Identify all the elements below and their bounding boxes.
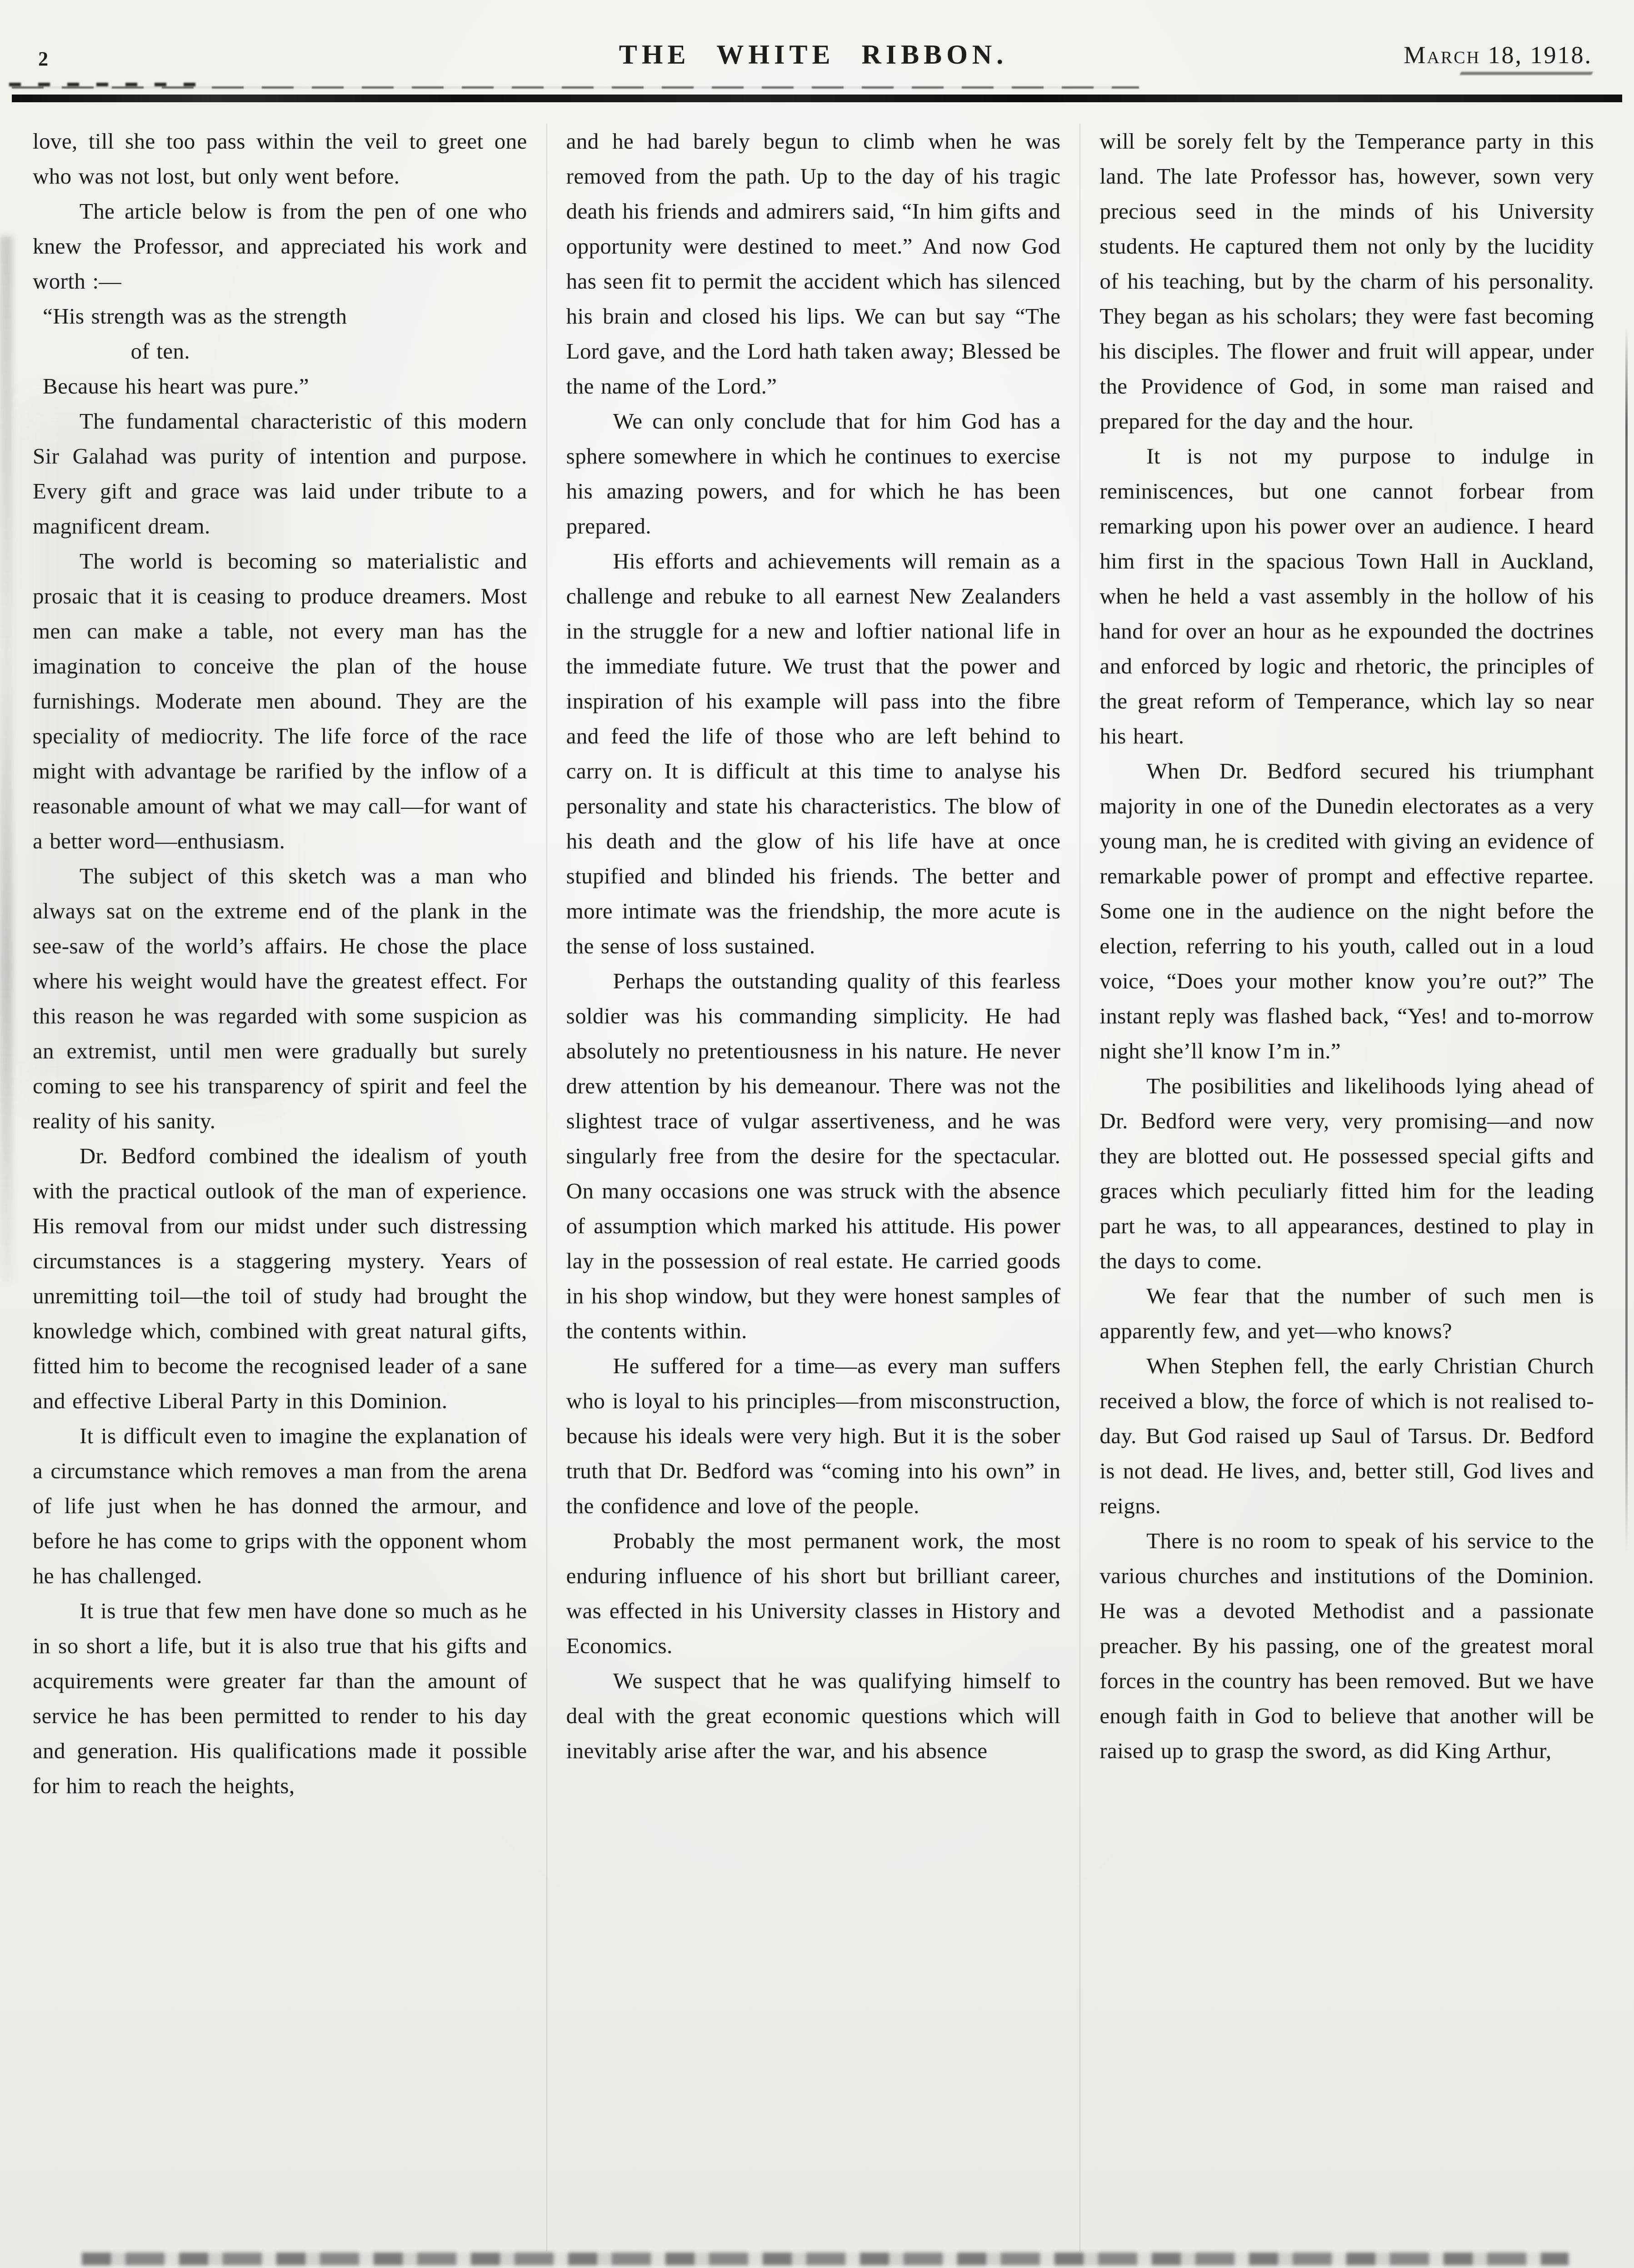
paragraph: Probably the most permanent work, the most enduring influence of his short but brilliant career, was effected in his University classes in History and Economics. (566, 1528, 1061, 1658)
paragraph: The subject of this sketch was a man who always sat on the extreme end of the plank in the see-saw of the world’s affairs. He chose the place where his weight would have the greatest effect. For this reason he was regarded with some suspicion as an extremist, until men were gradually but surely coming to see his transparency of spirit and feel the reality of his sanity. (33, 863, 527, 1133)
paragraph: Dr. Bedford combined the idealism of youth with the practical outlook of the man of experience. His removal from our midst under such distressing circumstances is a staggering mystery. Years of unremitting toil—the toil of study had brought the knowledge which, combined with great natural gifts, fitted him to become the recognised leader of a sane and effective Liberal Party in this Dominion. (33, 1143, 527, 1413)
verse-line: Because his heart was pure.” (43, 374, 309, 399)
paragraph: The posibilities and likelihoods lying ahead of Dr. Bedford were very, very promising—and now they are blotted out. He possessed special gifts and graces which peculiarly fitted him for the leading part he was, to all appearances, destined to play in the days to come. (1099, 1073, 1594, 1273)
paragraph: When Stephen fell, the early Christian Church received a blow, the force of which is not realised to-day. But God raised up Saul of Tarsus. Dr. Bedford is not dead. He lives, and, better still, God lives and reigns. (1099, 1353, 1594, 1518)
paragraph: It is difficult even to imagine the explanation of a circumstance which removes a man from the arena of life just when he has donned the armour, and before he has come to grips with the opponent whom he has challenged. (33, 1423, 527, 1588)
verse-line: “His strength was as the strength (43, 304, 347, 329)
header-rule (12, 95, 1622, 102)
masthead-title: THE WHITE RIBBON. (619, 40, 1008, 70)
paragraph: The world is becoming so materialistic and prosaic that it is ceasing to produce dreamers. Most men can make a table, not every man has the imagination to conceive the plan of the house furnishings. Moderate men abound. They are the speciality of mediocrity. The life force of the race might with advantage be rarified by the inflow of a reasonable amount of what we may call—for want of a better word—enthusiasm. (33, 548, 527, 853)
scan-artifact-bottom-text (82, 2253, 1569, 2265)
paragraph: The article below is from the pen of one who knew the Professor, and appreciated his work and worth :— (33, 199, 527, 294)
paragraph: We suspect that he was qualifying himself to deal with the great economic questions which will inevitably arise after the war, and his absence (566, 1668, 1061, 1763)
scan-artifact-left-edge (0, 236, 13, 1281)
issue-date: March 18, 1918. (1404, 41, 1592, 75)
paragraph: We can only conclude that for him God has a sphere somewhere in which he continues to exercise his amazing powers, and for which he has been prepared. (566, 409, 1061, 538)
scan-artifact-dots (9, 83, 200, 86)
verse-line: of ten. (130, 339, 190, 364)
paragraph: When Dr. Bedford secured his triumphant majority in one of the Dunedin electorates as a very young man, he is credited with giving an evidence of remarkable power of prompt and effective repartee. Some one in the audience on the night before the election, referring to his youth, called out in a loud voice, “Does your mother know you’re out?” The instant reply was flashed back, “Yes! and to-morrow night she’ll know I’m in.” (1099, 758, 1594, 1063)
page-number: 2 (38, 48, 48, 70)
paragraph: will be sorely felt by the Temperance party in this land. The late Professor has, however, sown very precious seed in the minds of his University students. He captured them not only by the lucidity of his teaching, but by the charm of his personality. They began as his scholars; they were fast becoming his disciples. The flower and fruit will appear, under the Providence of God, in some man raised and prepared for the day and the hour. (1099, 129, 1594, 434)
paragraph: His efforts and achievements will remain as a challenge and rebuke to all earnest New Zealanders in the struggle for a new and loftier national life in the immediate future. We trust that the power and inspiration of his example will pass into the fibre and feed the life of those who are left behind to carry on. It is difficult at this time to analyse his personality and state his characteristics. The blow of his death and the glow of his life have at once stupified and blinded his friends. The better and more intimate was the friendship, the more acute is the sense of loss sustained. (566, 548, 1061, 958)
paragraph: and he had barely begun to climb when he was removed from the path. Up to the day of his tragic death his friends and admirers said, “In him gifts and opportunity were destined to meet.” And now God has seen fit to permit the accident which has silenced his brain and closed his lips. We can but say “The Lord gave, and the Lord hath taken away; Blessed be the name of the Lord.” (566, 129, 1061, 399)
paragraph: There is no room to speak of his service to the various churches and institutions of the Dominion. He was a devoted Methodist and a passionate preacher. By his passing, one of the greatest moral forces in the country has been removed. But we have enough faith in God to believe that another will be raised up to grasp the sword, as did King Arthur, (1099, 1528, 1594, 1763)
paragraph: It is true that few men have done so much as he in so short a life, but it is also true that his gifts and acquirements were greater far than the amount of service he has been permitted to render to his day and generation. His qualifications made it possible for him to reach the heights, (33, 1598, 527, 1798)
paragraph: Perhaps the outstanding quality of this fearless soldier was his commanding simplicity. He had absolutely no pretentiousness in his nature. He never drew attention by his demeanour. There was not the slightest trace of vulgar assertiveness, and he was singularly free from the desire for the spectacular. On many occasions one was struck with the absence of assumption which marked his attitude. His power lay in the possession of real estate. He carried goods in his shop window, but they were honest samples of the contents within. (566, 968, 1061, 1343)
paragraph: He suffered for a time—as every man suffers who is loyal to his principles—from misconstruction, because his ideals were very high. But it is the sober truth that Dr. Bedford was “coming into his own” in the confidence and love of the people. (566, 1353, 1061, 1518)
scan-artifact-right-edge (1625, 327, 1628, 1554)
page-header (32, 35, 1595, 85)
paragraph: The fundamental characteristic of this modern Sir Galahad was purity of intention and purpose. Every gift and grace was laid under tribute to a magnificent dream. (33, 409, 527, 538)
paragraph: love, till she too pass within the veil to greet one who was not lost, but only went before. (33, 129, 527, 189)
paragraph: We fear that the number of such men is apparently few, and yet—who knows? (1099, 1283, 1594, 1343)
column-3 (1079, 124, 1594, 2252)
paragraph: It is not my purpose to indulge in reminiscences, but one cannot forbear from remarking upon his power over an audience. I heard him first in the spacious Town Hall in Auckland, when he held a vast assembly in the hollow of his hand for over an hour as he expounded the doctrines and enforced by logic and rhetoric, the principles of the great reform of Temperance, which lay so near his heart. (1099, 444, 1594, 748)
column-2 (546, 124, 1080, 2252)
scan-artifact-bleed (23, 409, 277, 1091)
